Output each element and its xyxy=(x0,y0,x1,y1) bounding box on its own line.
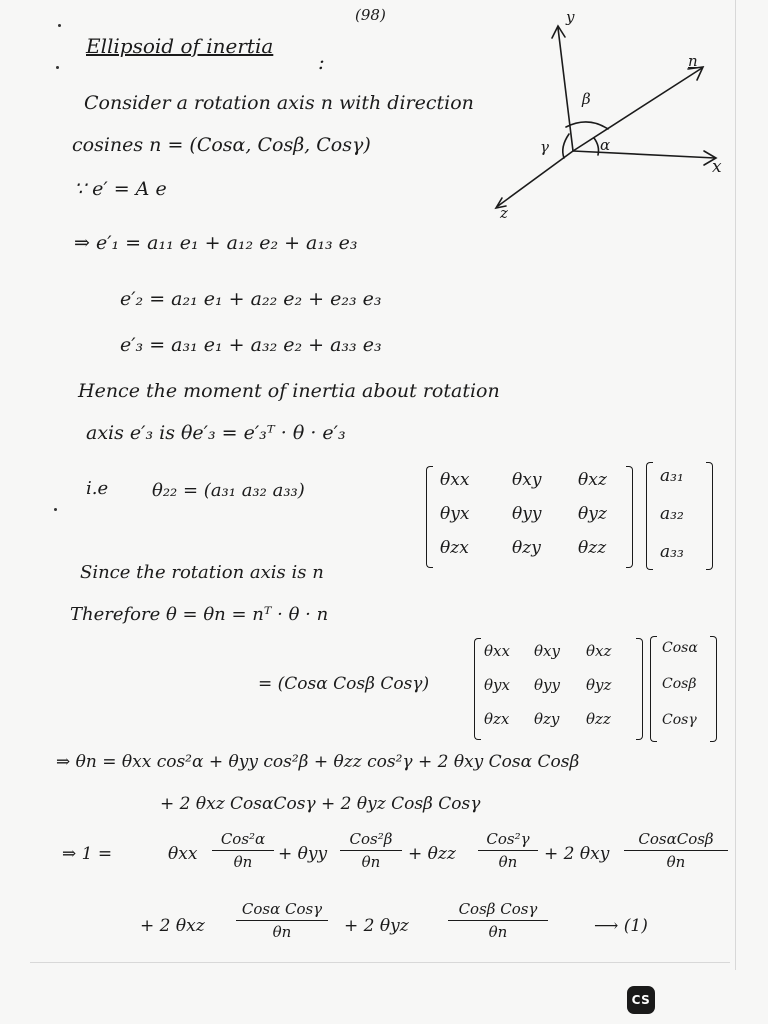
equation-e1: ⇒ e′₁ = a₁₁ e₁ + a₁₂ e₂ + a₁₃ e₃ xyxy=(74,232,358,254)
matrix2-right-bracket xyxy=(636,638,643,740)
vector1-cell: a₃₃ xyxy=(660,542,684,562)
fraction-numerator: Cos²α xyxy=(212,830,274,851)
fraction-denominator: θn xyxy=(498,853,518,871)
matrix2-cell: θxy xyxy=(534,642,560,660)
matrix2-cell: θzx xyxy=(484,710,510,728)
fraction-denominator: θn xyxy=(666,853,686,871)
final-term-coef: + θyy xyxy=(278,844,328,864)
since-line: Since the rotation axis is n xyxy=(80,562,324,583)
final-lead: ⇒ 1 = xyxy=(62,844,113,864)
matrix2-cell: θxz xyxy=(586,642,612,660)
axes-diagram xyxy=(480,6,768,238)
hence-line-2: axis e′₃ is θe′₃ = e′₃ᵀ · θ · e′₃ xyxy=(86,422,346,444)
matrix2-cell: θxx xyxy=(484,642,510,660)
inertia-matrix-2 xyxy=(482,640,634,736)
matrix1-cell: θyx xyxy=(440,504,470,524)
z-axis-label: z xyxy=(500,204,508,222)
matrix2-cell: θyz xyxy=(586,676,612,694)
final-term-coef: + 2 θyz xyxy=(344,916,409,936)
fraction-numerator: Cosα Cosγ xyxy=(236,900,328,921)
fraction-numerator: Cos²β xyxy=(340,830,402,851)
matrix1-cell: θyy xyxy=(512,504,542,524)
final-term-fraction xyxy=(340,830,402,871)
equation-number: ⟶ (1) xyxy=(594,916,648,936)
n-axis xyxy=(573,68,702,151)
fraction-numerator: CosαCosβ xyxy=(624,830,728,851)
matrix2-cell: θzy xyxy=(534,710,560,728)
camscanner-logo: CS xyxy=(627,986,655,1014)
fraction-denominator: θn xyxy=(361,853,381,871)
fraction-denominator: θn xyxy=(272,923,292,941)
matrix1-cell: θzz xyxy=(578,538,607,558)
matrix1-cell: θzx xyxy=(440,538,469,558)
final-term-coef: + 2 θxy xyxy=(544,844,610,864)
equation-e3: e′₃ = a₃₁ e₁ + a₃₂ e₂ + a₃₃ e₃ xyxy=(120,334,382,356)
final-term-fraction xyxy=(448,900,548,941)
matrix1-cell: θxx xyxy=(440,470,470,490)
matrix1-cell: θxz xyxy=(578,470,607,490)
hence-line-1: Hence the moment of inertia about rotation xyxy=(78,380,500,402)
margin-dot xyxy=(58,24,61,27)
vector2-cell: Cosβ xyxy=(662,676,697,692)
page-title: Ellipsoid of inertia xyxy=(86,34,274,58)
matrix1-right-bracket xyxy=(626,466,633,568)
matrix2-cell: θzz xyxy=(586,710,611,728)
matrix1-cell: θzy xyxy=(512,538,541,558)
expanded-line-2: + 2 θxz CosαCosγ + 2 θyz Cosβ Cosγ xyxy=(160,794,481,814)
fraction-numerator: Cosβ Cosγ xyxy=(448,900,548,921)
z-axis xyxy=(498,151,573,206)
matrix1-left-bracket xyxy=(426,466,433,568)
vector2-left-bracket xyxy=(650,636,657,742)
matrix2-cell: θyy xyxy=(534,676,560,694)
final-term-fraction xyxy=(212,830,274,871)
title-colon: : xyxy=(318,50,325,74)
matrix2-cell: θyx xyxy=(484,676,510,694)
equation-e2: e′₂ = a₂₁ e₁ + a₂₂ e₂ + e₂₃ e₃ xyxy=(120,288,382,310)
x-axis-label: x xyxy=(712,157,722,177)
fraction-denominator: θn xyxy=(488,923,508,941)
n-axis-label: n xyxy=(688,52,698,70)
ie-lhs: θ₂₂ = (a₃₁ a₃₂ a₃₃) xyxy=(152,480,305,501)
fraction-denominator: θn xyxy=(233,853,253,871)
vector1-cell: a₃₂ xyxy=(660,504,684,524)
ie-label: i.e xyxy=(86,478,109,499)
row-vector-2: = (Cosα Cosβ Cosγ) xyxy=(258,674,430,694)
matrix1-cell: θxy xyxy=(512,470,542,490)
intro-line-1: Consider a rotation axis n with direction xyxy=(84,92,474,114)
final-term-fraction xyxy=(478,830,538,871)
vector1-cell: a₃₁ xyxy=(660,466,684,486)
column-vector-1 xyxy=(656,466,708,566)
y-axis-label: y xyxy=(566,8,575,26)
expanded-line-1: ⇒ θn = θxx cos²α + θyy cos²β + θzz cos²γ + 2 θxy Cosα Cosβ xyxy=(56,752,580,772)
gamma-label: γ xyxy=(540,138,549,156)
final-term-coef: + θzz xyxy=(408,844,456,864)
vector1-left-bracket xyxy=(646,462,653,570)
page-bottom-line xyxy=(30,962,730,963)
alpha-label: α xyxy=(600,136,611,154)
vector2-cell: Cosα xyxy=(662,640,698,656)
margin-dot xyxy=(54,508,57,511)
therefore-line: Therefore θ = θn = nᵀ · θ · n xyxy=(70,604,329,625)
y-axis xyxy=(558,28,573,151)
final-term-coef: θxx xyxy=(168,844,198,864)
final-term-fraction xyxy=(236,900,328,941)
intro-line-2: cosines n = (Cosα, Cosβ, Cosγ) xyxy=(72,134,371,156)
matrix2-left-bracket xyxy=(474,638,481,740)
final-term-fraction xyxy=(624,830,728,871)
fraction-numerator: Cos²γ xyxy=(478,830,538,851)
page-number: (98) xyxy=(355,6,386,24)
x-axis xyxy=(573,151,715,158)
vector2-cell: Cosγ xyxy=(662,712,697,728)
column-vector-2 xyxy=(658,640,712,738)
equation-because: ∵ e′ = A e xyxy=(74,178,167,200)
margin-dot xyxy=(56,66,59,69)
final-term-coef: + 2 θxz xyxy=(140,916,205,936)
beta-label: β xyxy=(582,90,591,108)
beta-arc xyxy=(566,122,608,129)
inertia-matrix-1 xyxy=(436,468,622,564)
matrix1-cell: θyz xyxy=(578,504,607,524)
